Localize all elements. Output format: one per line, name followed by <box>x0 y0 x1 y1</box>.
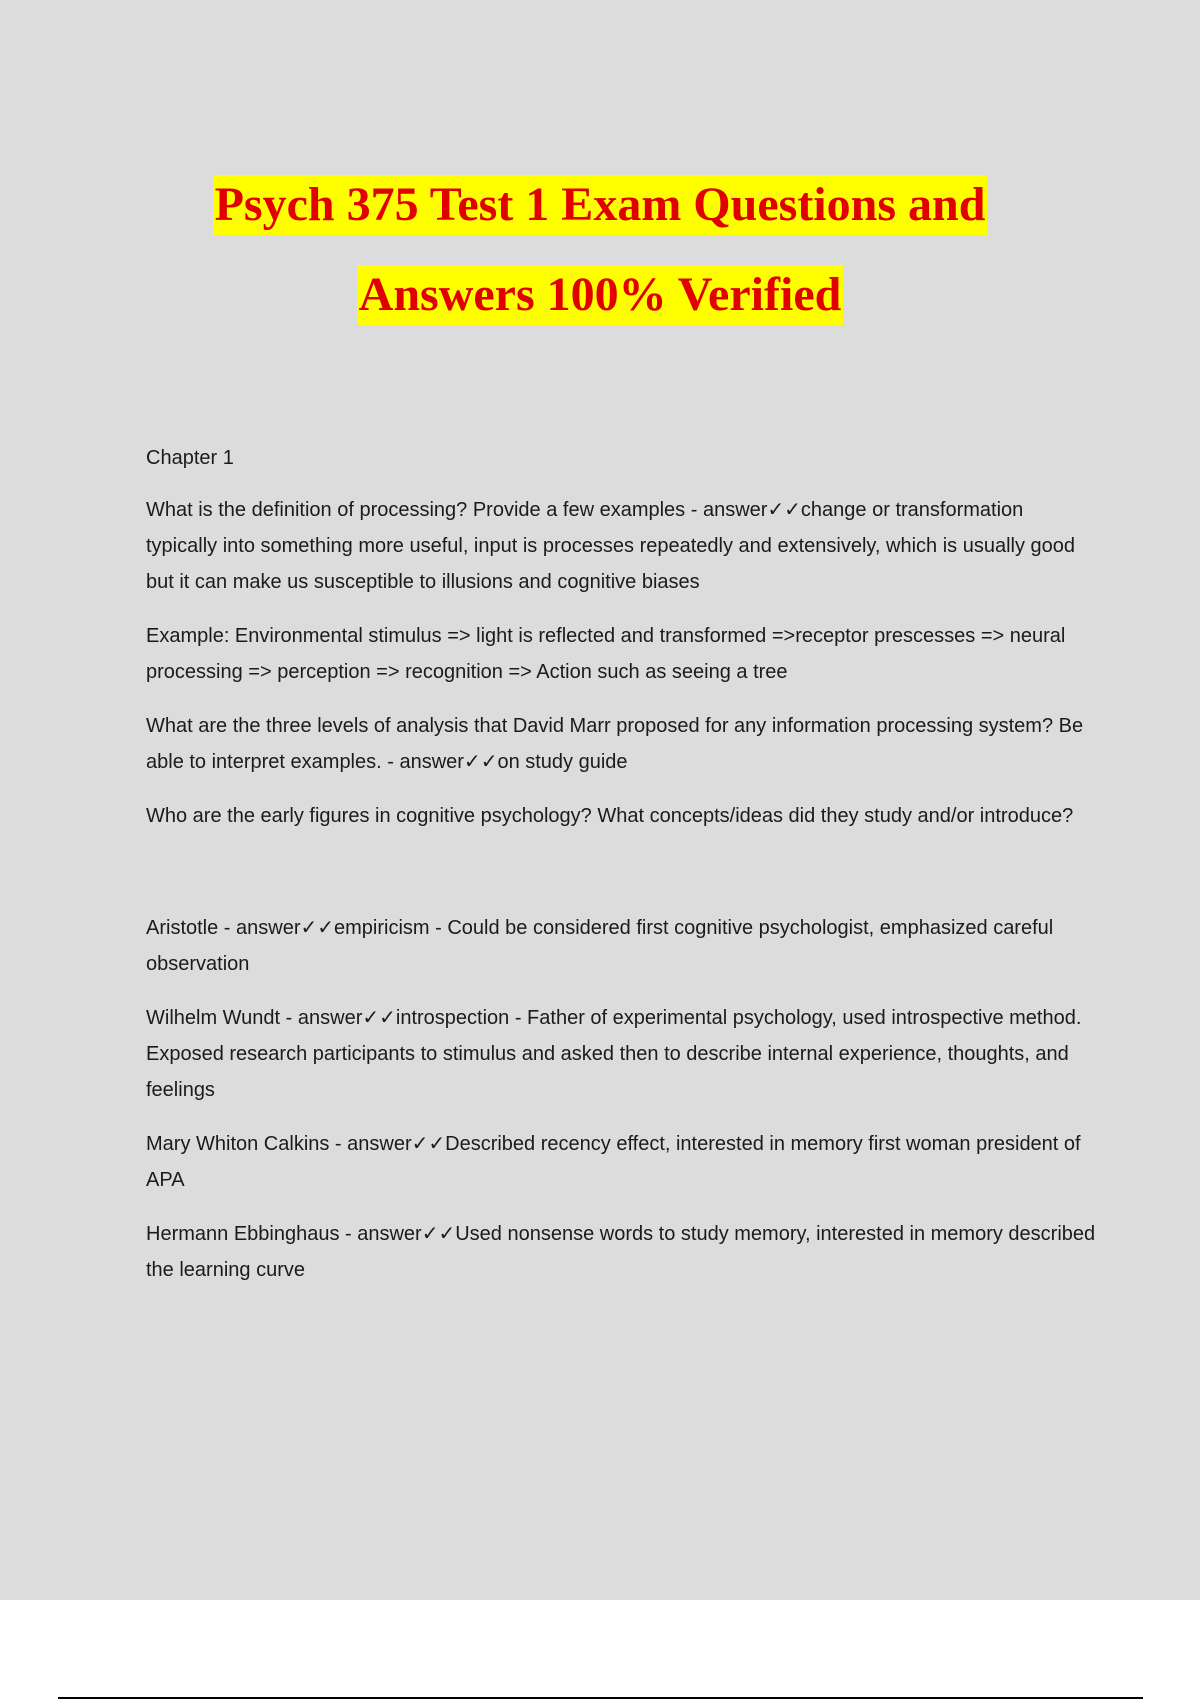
footer-rule <box>58 1697 1143 1699</box>
title-line-2: Answers 100% Verified <box>357 265 844 325</box>
document-body <box>146 440 1096 1306</box>
paragraph-processing-example: Example: Environmental stimulus => light is reflected and transformed =>receptor prescesses => neural processing => perception => recognition => Action such as seeing a tree <box>146 625 1066 683</box>
paragraph-marr-levels: What are the three levels of analysis that David Marr proposed for any information processing system? Be able to interpret examples. - answer✓✓on study guide <box>146 715 1084 773</box>
document-title <box>0 175 1200 325</box>
paragraph-early-figures: Who are the early figures in cognitive psychology? What concepts/ideas did they study and/or introduce? <box>146 805 1074 827</box>
paragraph-processing-definition: What is the definition of processing? Provide a few examples - answer✓✓change or transformation typically into something more useful, input is processes repeatedly and extensively, which is usually good but it can make us susceptible to illusions and cognitive biases <box>146 499 1076 593</box>
title-line-1: Psych 375 Test 1 Exam Questions and <box>213 175 988 235</box>
paragraph-wundt: Wilhelm Wundt - answer✓✓introspection - Father of experimental psychology, used introspective method. Exposed research participants to stimulus and asked then to describe internal experience, thoughts, and feelings <box>146 1007 1082 1101</box>
section-spacer <box>146 852 1096 910</box>
paragraph-ebbinghaus: Hermann Ebbinghaus - answer✓✓Used nonsense words to study memory, interested in memory described the learning curve <box>146 1223 1096 1281</box>
chapter-heading: Chapter 1 <box>146 447 234 469</box>
paragraph-aristotle: Aristotle - answer✓✓empiricism - Could be considered first cognitive psychologist, emphasized careful observation <box>146 917 1054 975</box>
paragraph-calkins: Mary Whiton Calkins - answer✓✓Described recency effect, interested in memory first woman president of APA <box>146 1133 1081 1191</box>
